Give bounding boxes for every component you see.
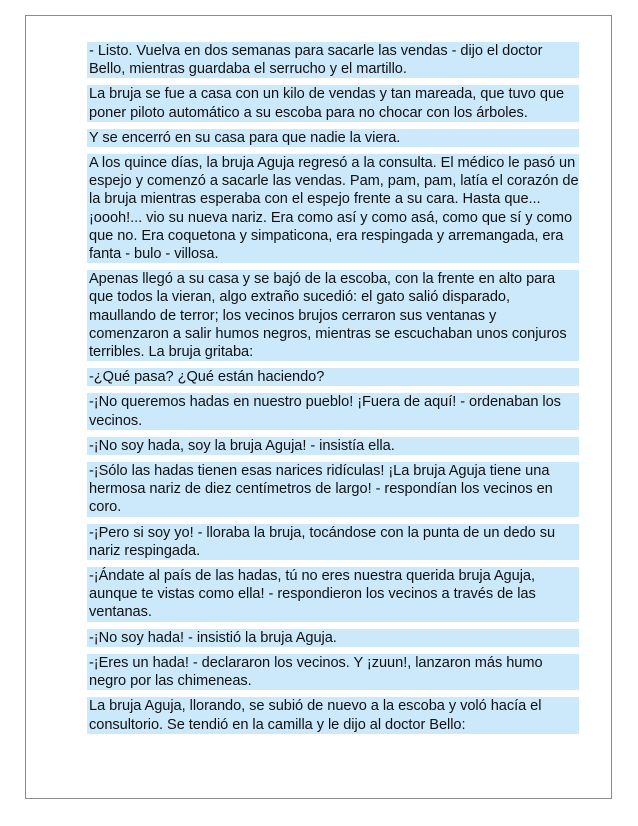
paragraph-1: - Listo. Vuelva en dos semanas para sacarle las vendas - dijo el doctor Bello, mientras guardaba el serrucho y el martillo. — [87, 42, 579, 78]
paragraph-10: -¡Pero si soy yo! - lloraba la bruja, tocándose con la punta de un dedo su nariz respingada. — [87, 524, 579, 560]
paragraph-8: -¡No soy hada, soy la bruja Aguja! - insistía ella. — [87, 437, 579, 455]
paragraph-7: -¡No queremos hadas en nuestro pueblo! ¡Fuera de aquí! - ordenaban los vecinos. — [87, 393, 579, 429]
paragraph-2: La bruja se fue a casa con un kilo de vendas y tan mareada, que tuvo que poner piloto automático a su escoba para no chocar con los árboles. — [87, 85, 579, 121]
paragraph-12: -¡No soy hada! - insistió la bruja Aguja. — [87, 629, 579, 647]
paragraph-9: -¡Sólo las hadas tienen esas narices ridículas! ¡La bruja Aguja tiene una hermosa nariz de diez centímetros de largo! - respondían los vecinos en coro. — [87, 462, 579, 517]
paragraph-13: -¡Eres un hada! - declararon los vecinos. Y ¡zuun!, lanzaron más humo negro por las chimeneas. — [87, 654, 579, 690]
paragraph-11: -¡Ándate al país de las hadas, tú no eres nuestra querida bruja Aguja, aunque te vistas como ella! - respondieron los vecinos a través de las ventanas. — [87, 567, 579, 622]
paragraph-14: La bruja Aguja, llorando, se subió de nuevo a la escoba y voló hacía el consultorio. Se tendió en la camilla y le dijo al doctor Bello: — [87, 697, 579, 733]
story-text-column — [87, 42, 579, 741]
paragraph-3: Y se encerró en su casa para que nadie la viera. — [87, 129, 579, 147]
paragraph-5: Apenas llegó a su casa y se bajó de la escoba, con la frente en alto para que todos la vieran, algo extraño sucedió: el gato salió disparado, maullando de terror; los vecinos brujos cerraron sus ventanas y comenzaron a salir humos negros, mientras se escuchaban unos conjuros terribles. La bruja gritaba: — [87, 270, 579, 361]
paragraph-6: -¿Qué pasa? ¿Qué están haciendo? — [87, 368, 579, 386]
paragraph-4: A los quince días, la bruja Aguja regresó a la consulta. El médico le pasó un espejo y comenzó a sacarle las vendas. Pam, pam, pam, latía el corazón de la bruja mientras esperaba con el espejo frente a su cara. Hasta que... ¡oooh!... vio su nueva nariz. Era como así y como asá, como que sí y como que no. Era coquetona y simpaticona, era respingada y arremangada, era fanta - bulo - villosa. — [89, 155, 579, 263]
